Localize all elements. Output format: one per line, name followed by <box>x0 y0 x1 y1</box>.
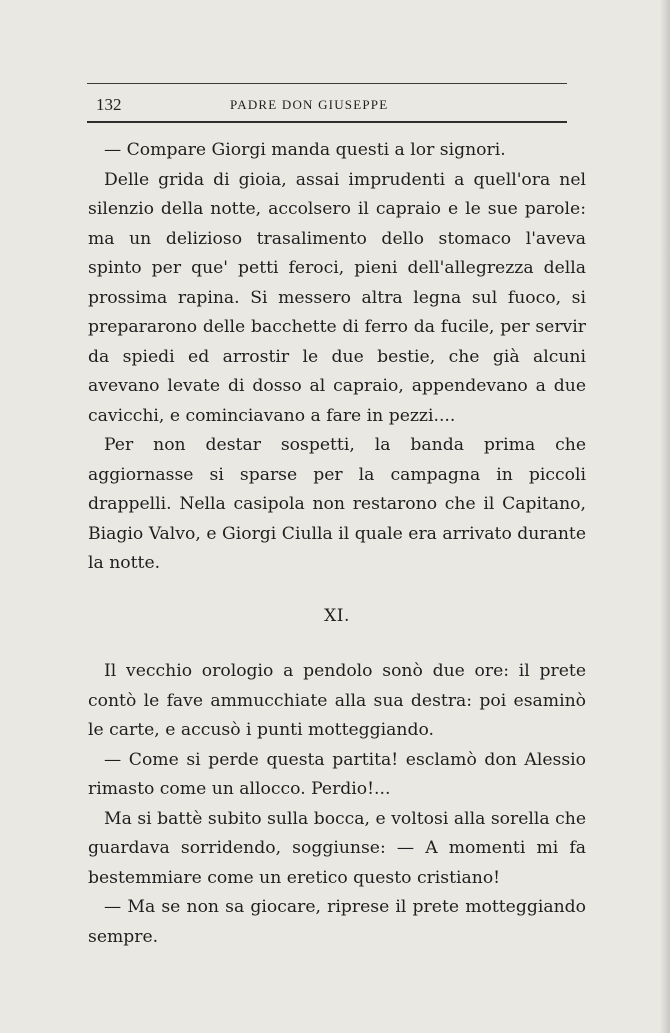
section-heading: XI. <box>324 605 350 626</box>
page-header <box>96 95 566 119</box>
body-text <box>88 136 586 952</box>
scan-edge-shadow <box>660 0 670 1033</box>
paragraph: Per non destar sospetti, la banda prima che aggiornasse si sparse per la campagna in piccoli drappelli. Nella casipola non restarono che il Capitano, Biagio Valvo, e Giorgi Ciulla il quale era arrivato durante la notte. <box>88 435 586 573</box>
paragraph: — Ma se non sa giocare, riprese il prete motteggiando sempre. <box>88 897 586 947</box>
paragraph: Delle grida di gioia, assai imprudenti a quell'ora nel silenzio della notte, accolsero il capraio e le sue parole: ma un delizioso trasalimento dello stomaco l'aveva spinto per que' petti feroci, pieni dell'allegrezza della prossima rapina. Si messero altra legna sul fuoco, si prepararono delle bacchette di ferro da fucile, per servir da spiedi ed arrostir le due bestie, che già alcuni avevano levate di dosso al capraio, appendevano a due cavicchi, e cominciavano a fare in pezzi.... <box>88 169 586 426</box>
paragraph: Ma si battè subito sulla bocca, e voltosi alla sorella che guardava sorridendo, soggiunse: — A momenti mi fa bestemmiare come un eretico questo cristiano! <box>88 808 586 888</box>
header-top-rule <box>87 83 567 84</box>
paragraph: — Come si perde questa partita! esclamò don Alessio rimasto come un allocco. Perdio!... <box>88 749 586 799</box>
running-title: PADRE DON GIUSEPPE <box>230 97 389 112</box>
header-bottom-rule <box>87 121 567 123</box>
paragraph: — Compare Giorgi manda questi a lor signori. <box>104 140 506 160</box>
paragraph: Il vecchio orologio a pendolo sonò due ore: il prete contò le fave ammucchiate alla sua destra: poi esaminò le carte, e accusò i punti motteggiando. <box>88 661 586 740</box>
page-number: 132 <box>96 95 122 114</box>
